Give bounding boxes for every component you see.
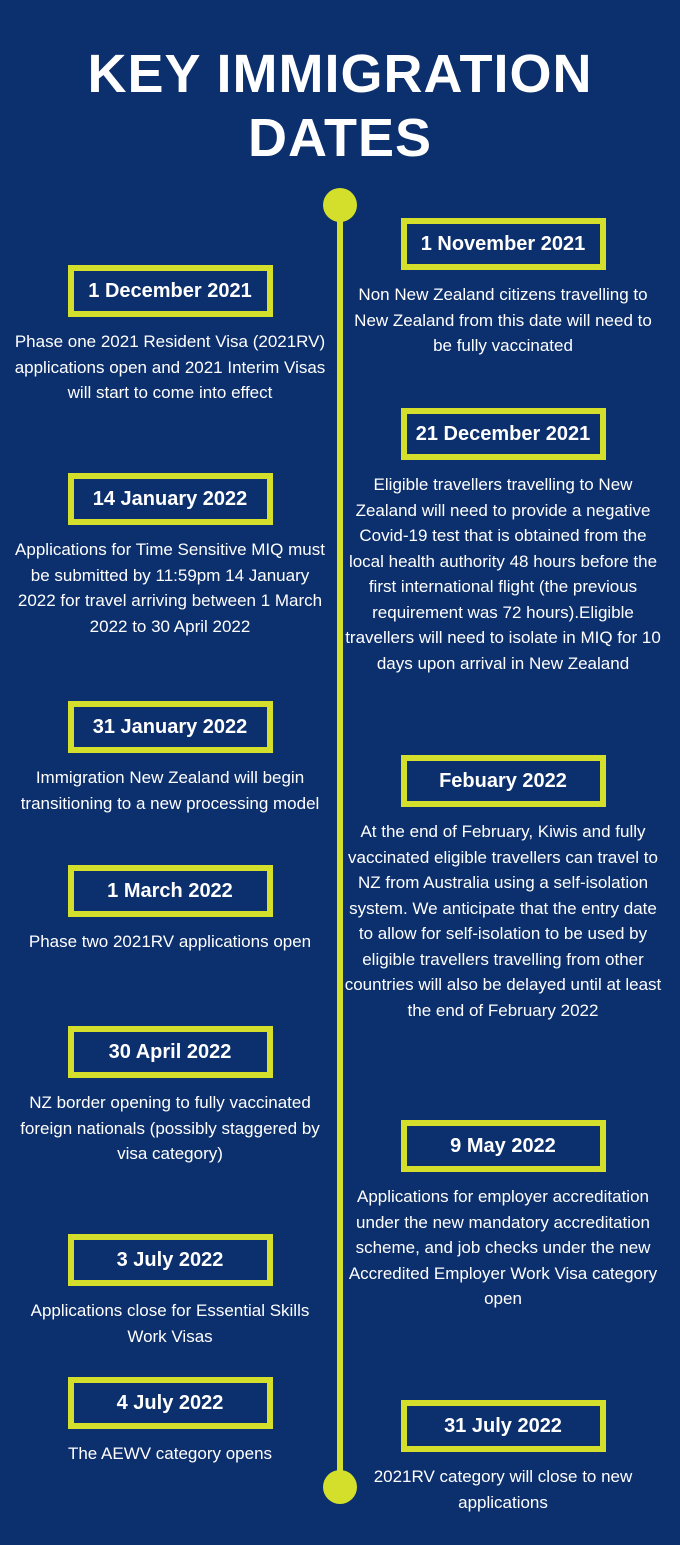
date-box: 21 December 2021 xyxy=(401,408,606,460)
event-description: Phase one 2021 Resident Visa (2021RV) applications open and 2021 Interim Visas will start to come into effect xyxy=(14,332,326,402)
timeline-event xyxy=(5,1026,335,1167)
event-description: Applications close for Essential Skills Work Visas xyxy=(30,1301,310,1346)
date-box: 4 July 2022 xyxy=(68,1377,273,1429)
timeline-event xyxy=(5,473,335,639)
event-description: NZ border opening to fully vaccinated foreign nationals (possibly staggered by visa category) xyxy=(20,1093,320,1163)
date-box: 1 November 2021 xyxy=(401,218,606,270)
date-box: 14 January 2022 xyxy=(68,473,273,525)
timeline-event xyxy=(5,1234,335,1349)
date-box: 31 July 2022 xyxy=(401,1400,606,1452)
date-box: 31 January 2022 xyxy=(68,701,273,753)
date-box: 3 July 2022 xyxy=(68,1234,273,1286)
timeline-event xyxy=(5,865,335,955)
date-box: 1 March 2022 xyxy=(68,865,273,917)
timeline-event xyxy=(338,408,668,676)
event-description: Applications for Time Sensitive MIQ must be submitted by 11:59pm 14 January 2022 for travel arriving between 1 March 2022 to 30 April 2022 xyxy=(15,540,325,636)
event-description: Non New Zealand citizens travelling to New Zealand from this date will need to be fully vaccinated xyxy=(354,285,652,355)
event-description: Eligible travellers travelling to New Zealand will need to provide a negative Covid-19 test that is obtained from the local health authority 48 hours before the first international flight (the previous requirement was 72 hours).Eligible travellers will need to isolate in MIQ for 10 days upon arrival in New Zealand xyxy=(345,475,661,673)
event-description: At the end of February, Kiwis and fully vaccinated eligible travellers can travel to NZ from Australia using a self-isolation system. We anticipate that the entry date to allow for self-isolation to be used by eligible travellers travelling from other countries will also be delayed until at least the end of February 2022 xyxy=(344,822,662,1020)
date-box: 1 December 2021 xyxy=(68,265,273,317)
date-box: 9 May 2022 xyxy=(401,1120,606,1172)
timeline-event xyxy=(5,1377,335,1467)
date-box: Febuary 2022 xyxy=(401,755,606,807)
timeline-event xyxy=(338,218,668,359)
event-description: Applications for employer accreditation under the new mandatory accreditation scheme, and job checks under the new Accredited Employer Work Visa category open xyxy=(348,1187,658,1308)
date-box: 30 April 2022 xyxy=(68,1026,273,1078)
timeline-event xyxy=(338,755,668,1023)
timeline-event xyxy=(5,265,335,406)
event-description: 2021RV category will close to new applications xyxy=(373,1467,633,1512)
event-description: Phase two 2021RV applications open xyxy=(28,932,312,951)
timeline-event xyxy=(5,701,335,816)
timeline-start-dot xyxy=(323,188,357,222)
page-title: KEY IMMIGRATION DATES xyxy=(87,44,593,168)
event-description: Immigration New Zealand will begin transitioning to a new processing model xyxy=(20,768,320,813)
timeline-event xyxy=(338,1400,668,1515)
timeline-event xyxy=(338,1120,668,1312)
event-description: The AEWV category opens xyxy=(67,1444,273,1463)
